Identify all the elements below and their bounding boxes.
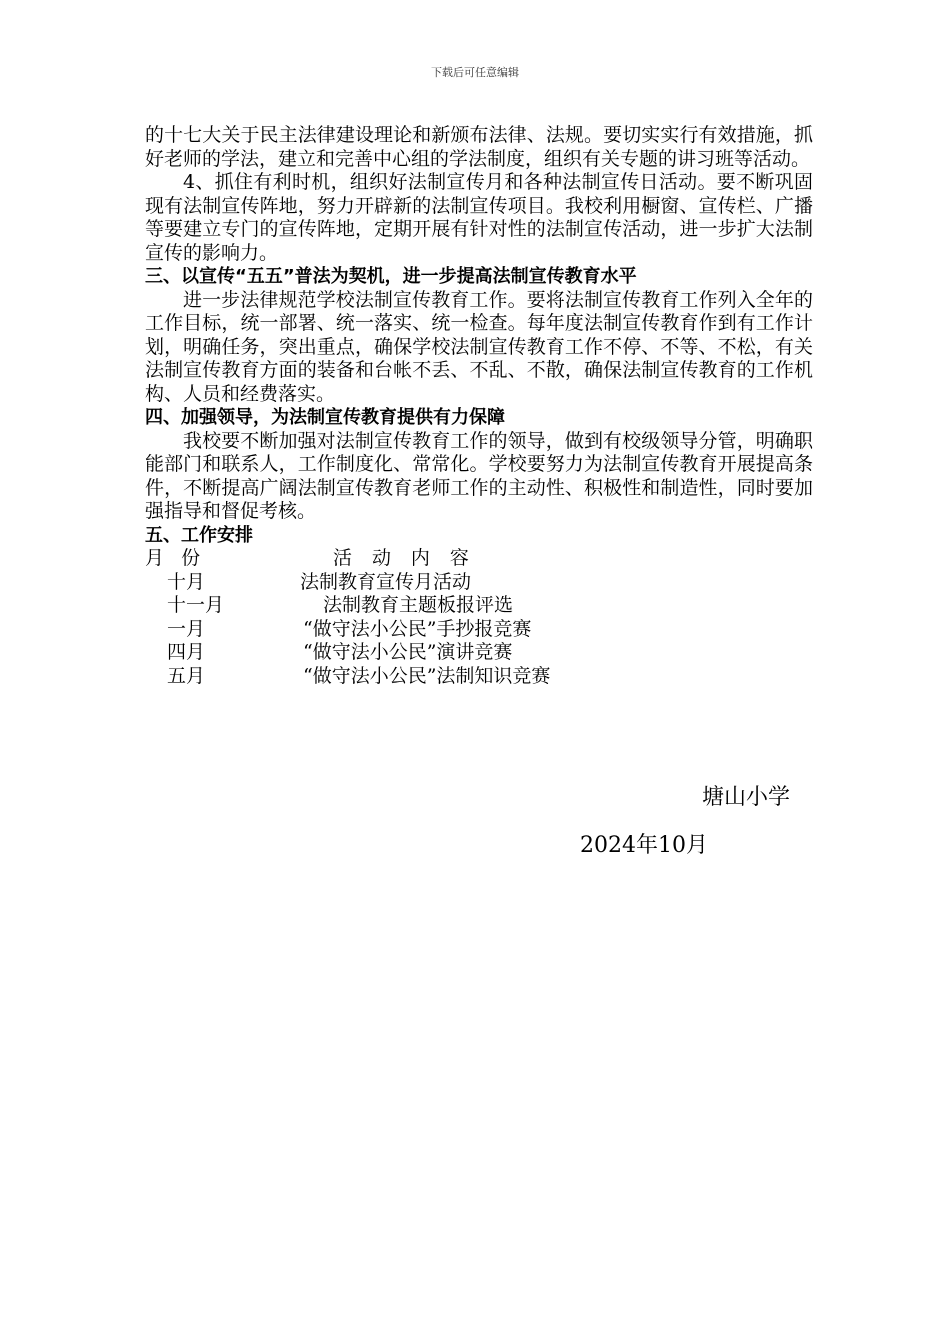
schedule-month: 一月 bbox=[167, 617, 206, 640]
schedule-row bbox=[145, 571, 813, 595]
document-body bbox=[145, 124, 813, 688]
schedule-activity: “做守法小公民”演讲竞赛 bbox=[303, 641, 513, 663]
schedule-activity: “做守法小公民”手抄报竞赛 bbox=[303, 617, 532, 640]
schedule-header-row bbox=[145, 547, 813, 571]
paragraph-continued: 的十七大关于民主法律建设理论和新颁布法律、法规。要切实实行有效措施，抓好老师的学法，建立和完善中心组的学法制度，组织有关专题的讲习班等活动。 bbox=[145, 124, 813, 170]
section-heading-4: 四、加强领导，为法制宣传教育提供有力保障 bbox=[145, 407, 505, 428]
paragraph-section-4: 我校要不断加强对法制宣传教育工作的领导，做到有校级领导分管，明确职能部门和联系人，工作制度化、常常化。学校要努力为法制宣传教育开展提高条件，不断提高广阔法制宣传教育老师工作的主动性、积极性和制造性，同时要加强指导和督促考核。 bbox=[145, 429, 813, 522]
schedule-row bbox=[145, 665, 813, 689]
schedule-row bbox=[145, 641, 813, 665]
schedule-row bbox=[145, 594, 813, 618]
schedule-header-month: 月份 bbox=[145, 547, 218, 569]
schedule-month: 五月 bbox=[167, 664, 206, 687]
paragraph-section-3: 进一步法律规范学校法制宣传教育工作。要将法制宣传教育工作列入全年的工作目标，统一部署、统一落实、统一检查。每年度法制宣传教育作到有工作计划，明确任务，突出重点，确保学校法制宣传教育工作不停、不等、不松，有关法制宣传教育方面的装备和台帐不丢、不乱、不散，确保法制宣传教育的工作机构、人员和经费落实。 bbox=[145, 288, 813, 405]
schedule-activity: 法制教育宣传月活动 bbox=[300, 570, 472, 593]
paragraph-item-4: 4、抓住有利时机，组织好法制宣传月和各种法制宣传日活动。要不断巩固现有法制宣传阵地，努力开辟新的法制宣传项目。我校利用橱窗、宣传栏、广播等要建立专门的宣传阵地，定期开展有针对性的法制宣传活动，进一步扩大法制宣传的影响力。 bbox=[145, 171, 813, 264]
schedule-row bbox=[145, 618, 813, 642]
schedule-month: 十一月 bbox=[167, 594, 225, 616]
school-name: 塘山小学 bbox=[702, 785, 791, 810]
schedule-header-activity: 活动内容 bbox=[333, 547, 489, 569]
schedule-month: 十月 bbox=[167, 570, 206, 593]
schedule-month: 四月 bbox=[167, 641, 206, 663]
page-header: 下载后可任意编辑 bbox=[431, 66, 519, 79]
document-date: 2024年10月 bbox=[580, 833, 708, 858]
schedule-activity: 法制教育主题板报评选 bbox=[323, 594, 514, 616]
section-heading-5: 五、工作安排 bbox=[145, 524, 253, 546]
schedule-activity: “做守法小公民”法制知识竞赛 bbox=[303, 664, 551, 687]
work-schedule bbox=[145, 547, 813, 688]
section-heading-3: 三、以宣传“五五”普法为契机，进一步提高法制宣传教育水平 bbox=[145, 266, 637, 287]
